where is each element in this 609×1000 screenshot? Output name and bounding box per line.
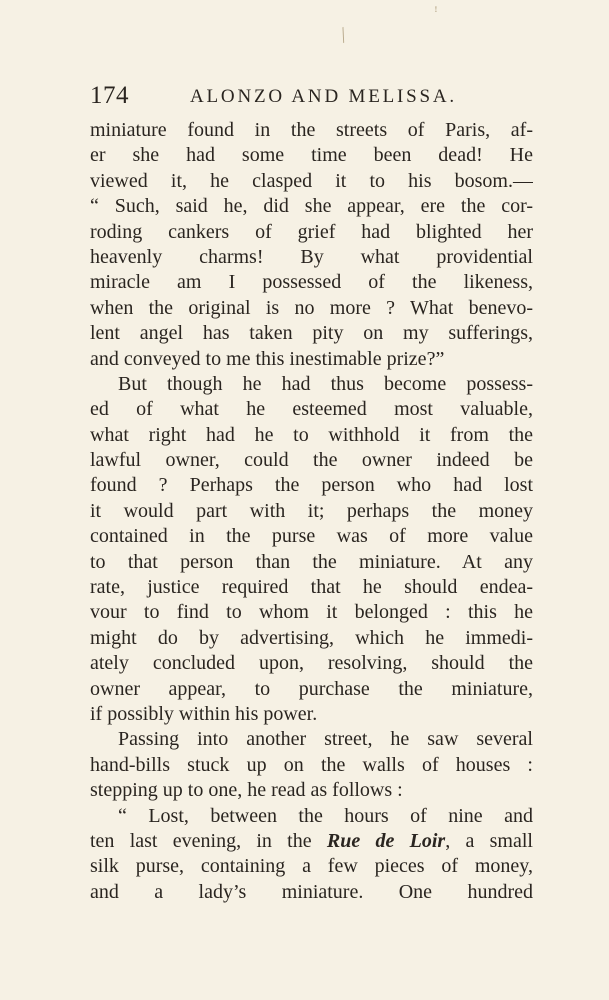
text-line: and a lady’s miniature. One hundred (90, 880, 533, 903)
text-line: it would part with it; perhaps the money (90, 499, 533, 522)
text-line: what right had he to withhold it from the (90, 423, 533, 446)
text-segment: ten last evening, in the (90, 829, 327, 852)
text-line: contained in the purse was of more value (90, 525, 533, 548)
text-segment: , a small (445, 829, 533, 852)
text-line: lawful owner, could the owner indeed be (90, 449, 533, 472)
page-number: 174 (90, 82, 129, 109)
text-line: vour to find to whom it belonged : this he (90, 601, 533, 624)
text-line: when the original is no more ? What benevo- (90, 296, 533, 319)
text-line: rate, justice required that he should endea- (90, 576, 533, 599)
text-line: miniature found in the streets of Paris, af- (90, 119, 533, 141)
text-line: lent angel has taken pity on my sufferings, (90, 322, 533, 345)
text-line: if possibly within his power. (90, 702, 318, 725)
text-line: found ? Perhaps the person who had lost (90, 474, 533, 497)
text-line: stepping up to one, he read as follows : (90, 779, 403, 802)
text-line: “ Such, said he, did she appear, ere the cor- (90, 195, 533, 218)
body-text (90, 118, 533, 905)
text-line: “ Lost, between the hours of nine and (118, 804, 533, 827)
text-line: Passing into another street, he saw several (118, 728, 533, 751)
text-line: ed of what he esteemed most valuable, (90, 398, 533, 421)
text-line: hand-bills stuck up on the walls of houses : (90, 753, 533, 776)
text-line: roding cankers of grief had blighted her (90, 220, 533, 243)
running-title: ALONZO AND MELISSA. (190, 86, 457, 107)
text-line (90, 829, 533, 854)
text-line: might do by advertising, which he immedi- (90, 626, 533, 649)
italic-street-name: Rue de Loir (326, 829, 446, 852)
text-line: owner appear, to purchase the miniature, (90, 677, 533, 700)
text-line: ately concluded upon, resolving, should the (90, 652, 533, 675)
text-line: heavenly charms! By what providential (90, 245, 533, 268)
text-line: to that person than the miniature. At any (90, 550, 533, 573)
pencil-mark: ╱ (336, 27, 350, 43)
text-line: and conveyed to me this inestimable prize?” (90, 347, 445, 370)
ink-speck: ꜝ (434, 6, 438, 20)
text-line: viewed it, he clasped it to his bosom.— (90, 169, 533, 192)
text-line: miracle am I possessed of the likeness, (90, 271, 533, 294)
page-header (90, 82, 532, 112)
text-line: er she had some time been dead! He (90, 144, 533, 167)
text-line: silk purse, containing a few pieces of money, (90, 855, 533, 878)
text-line: But though he had thus become possess- (118, 372, 533, 395)
